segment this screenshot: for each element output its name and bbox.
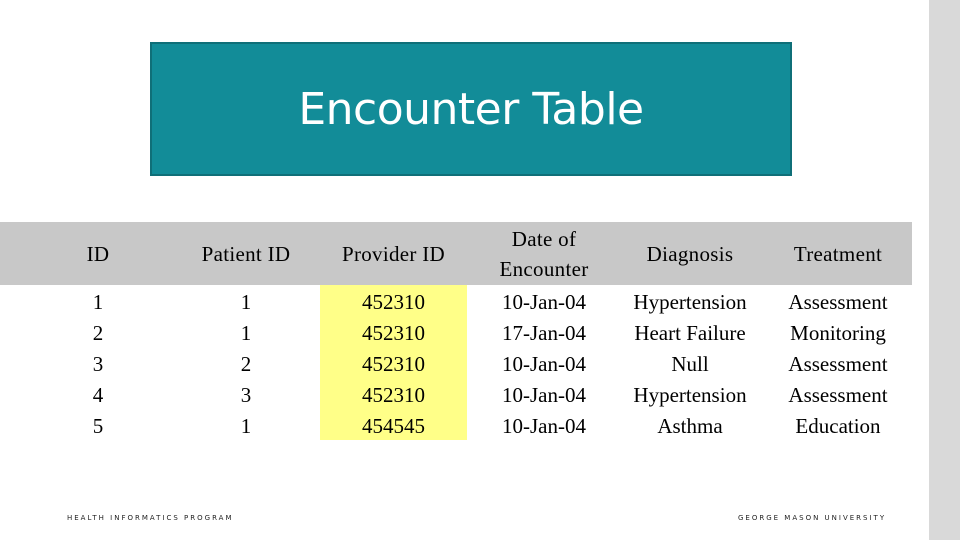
table-cell: 452310 [362, 352, 425, 376]
table-cell: 1 [240, 290, 252, 314]
table-cell: Asthma [657, 414, 723, 438]
table-cell: Monitoring [790, 321, 886, 345]
header-treatment: Treatment [793, 241, 883, 266]
table-cell: Education [795, 414, 881, 438]
table-cell: 2 [92, 321, 104, 345]
table-cell: Assessment [788, 290, 888, 314]
title-banner [150, 42, 792, 176]
header-id: ID [86, 241, 110, 266]
table-cell: 452310 [362, 290, 425, 314]
table-cell: Assessment [788, 383, 888, 407]
header-diagnosis: Diagnosis [646, 241, 734, 266]
table-cell: 10-Jan-04 [502, 414, 586, 438]
column-diagnosis [615, 287, 765, 442]
column-patient-id [176, 287, 316, 442]
table-cell: Heart Failure [634, 321, 746, 345]
header-provider-id: Provider ID [341, 241, 446, 266]
table-cell: 17-Jan-04 [502, 321, 586, 345]
side-strip [929, 0, 960, 540]
table-cell: Hypertension [633, 290, 747, 314]
column-id [58, 287, 138, 442]
table-cell: 452310 [362, 383, 425, 407]
table-cell: 3 [240, 383, 252, 407]
table-cell: Assessment [788, 352, 888, 376]
table-cell: 2 [240, 352, 252, 376]
footer-university-name: GEORGE MASON UNIVERSITY [738, 514, 887, 522]
slide-title: Encounter Table [298, 83, 644, 135]
table-cell: 10-Jan-04 [502, 383, 586, 407]
table-cell: 454545 [362, 414, 425, 438]
footer-program-name: HEALTH INFORMATICS PROGRAM [67, 514, 234, 522]
table-cell: 4 [92, 383, 104, 407]
column-provider-id [320, 287, 467, 442]
table-cell: 1 [240, 414, 252, 438]
header-date-of-encounter: Date of Encounter [499, 226, 589, 281]
table-cell: 5 [92, 414, 104, 438]
header-patient-id: Patient ID [201, 241, 291, 266]
table-cell: 3 [92, 352, 104, 376]
column-treatment [770, 287, 906, 442]
table-cell: 10-Jan-04 [502, 290, 586, 314]
table-cell: 452310 [362, 321, 425, 345]
column-date-of-encounter [477, 287, 611, 442]
table-cell: 1 [92, 290, 104, 314]
table-cell: Hypertension [633, 383, 747, 407]
table-cell: Null [671, 352, 709, 376]
table-cell: 1 [240, 321, 252, 345]
table-cell: 10-Jan-04 [502, 352, 586, 376]
